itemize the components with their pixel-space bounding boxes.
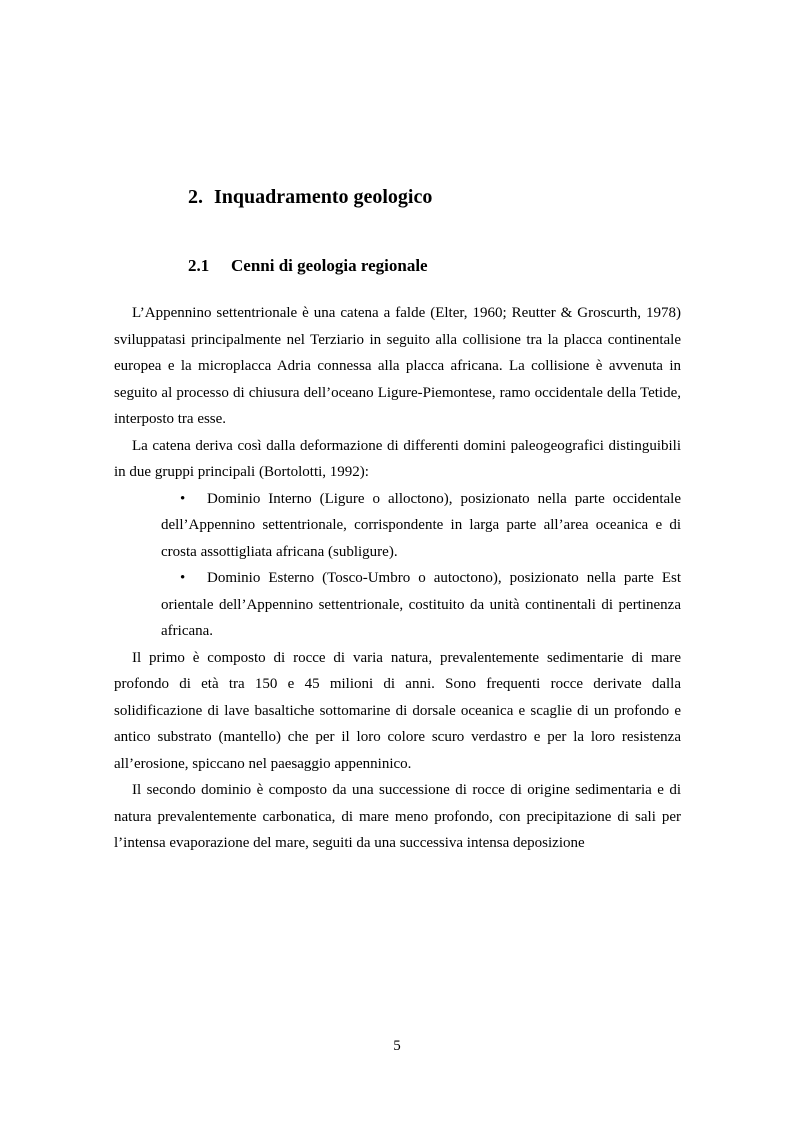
- bullet-icon: •: [180, 570, 186, 586]
- paragraph: Il secondo dominio è composto da una successione di rocce di origine sedimentaria e di natura prevalentemente carbonatica, di mare meno profondo, con precipitazione di sali per l’intensa evaporazione del mare, seguiti da una successiva intensa deposizione: [114, 782, 681, 851]
- page-number: 5: [393, 1038, 401, 1054]
- paragraph: L’Appennino settentrionale è una catena a falde (Elter, 1960; Reutter & Groscurth, 1978) sviluppatasi principalmente nel Terziario in seguito alla collisione tra la placca continentale europea e la microplacca Adria connessa alla placca africana. La collisione è avvenuta in seguito al processo di chiusura dell’oceano Ligure-Piemontese, ramo occidentale della Tetide, interposto tra esse.: [114, 305, 681, 427]
- section-heading: [188, 256, 428, 276]
- bullet-text: Dominio Esterno (Tosco-Umbro o autoctono), posizionato nella parte Est orientale dell’Appennino settentrionale, costituito da unità continentali di pertinenza africana.: [161, 570, 681, 639]
- bullet-item: [161, 565, 681, 645]
- section-title: Cenni di geologia regionale: [231, 256, 428, 275]
- paragraph: Il primo è composto di rocce di varia natura, prevalentemente sedimentarie di mare profondo di età tra 150 e 45 milioni di anni. Sono frequenti rocce derivate dalla solidificazione di lave basaltiche sottomarine di dorsale oceanica e scaglie di un profondo e antico substrato (mantello) che per il loro colore scuro verdastro e per la loro resistenza all’erosione, spiccano nel paesaggio appenninico.: [114, 649, 681, 772]
- bullet-list: [114, 486, 681, 645]
- chapter-number: 2.: [188, 186, 203, 208]
- bullet-text: Dominio Interno (Ligure o alloctono), posizionato nella parte occidentale dell’Appennino settentrionale, corrispondente in larga parte all’area oceanica e di crosta assottigliata africana (subligure).: [161, 490, 681, 560]
- bullet-icon: •: [180, 490, 186, 507]
- chapter-heading: [188, 186, 432, 209]
- chapter-title: Inquadramento geologico: [214, 186, 433, 208]
- paragraph: La catena deriva così dalla deformazione di differenti domini paleogeografici distinguibili in due gruppi principali (Bortolotti, 1992):: [114, 437, 681, 480]
- section-number: 2.1: [188, 256, 210, 275]
- body-text: [114, 300, 681, 857]
- bullet-item: [161, 486, 681, 566]
